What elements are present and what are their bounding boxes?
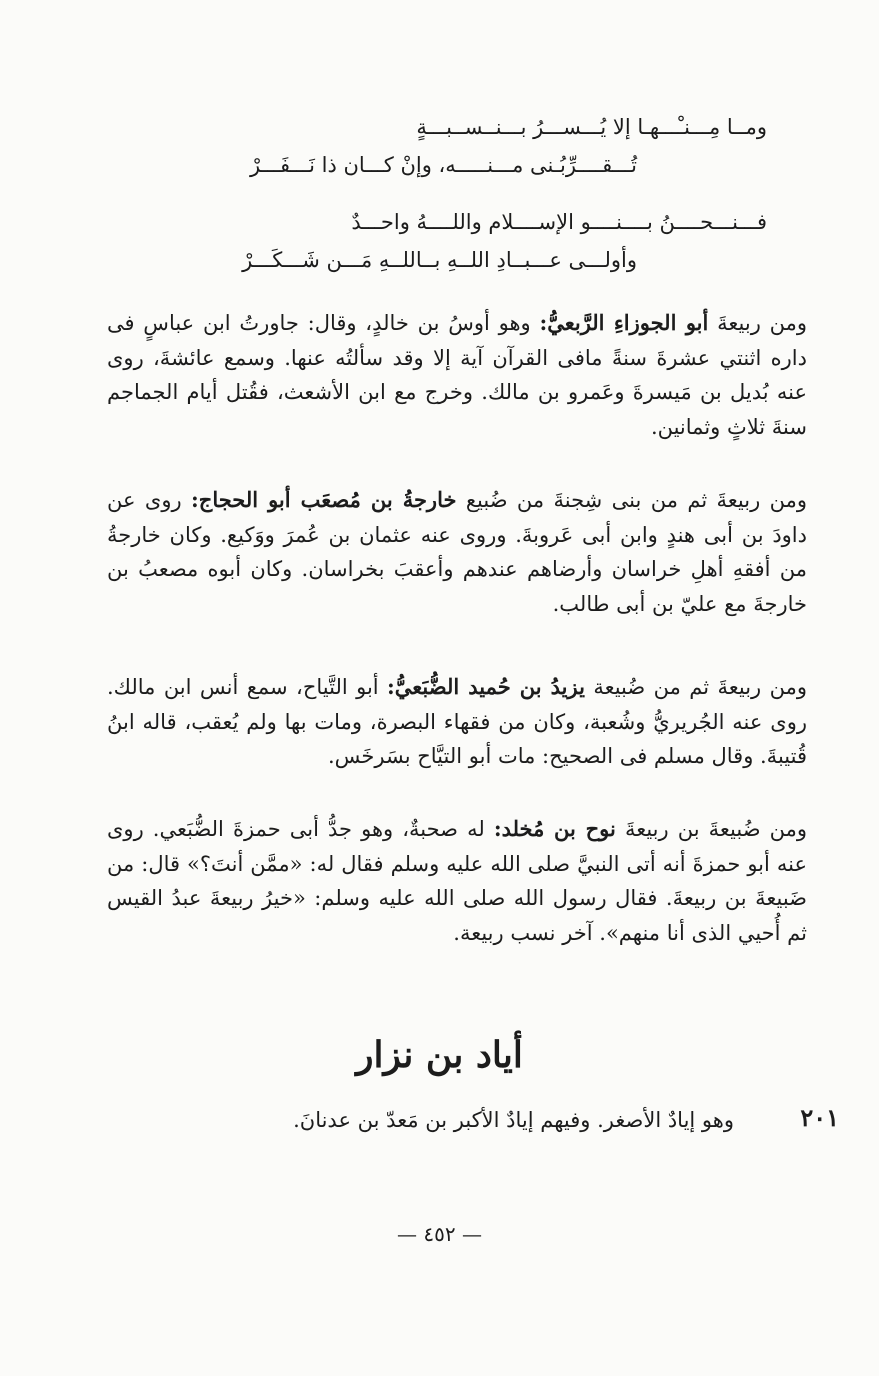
entry-name: خارجةُ بن مُصعَب أبو الحجاج:	[191, 487, 457, 512]
poem-verse-1-line-2: تُـــقــــرِّبُـنى مـــنـــــه، وإنْ كـــان ذا نَـــفَـــرْ	[249, 153, 637, 177]
entry-text: له صحبةٌ، وهو جدُّ أبى حمزةَ الضُّبَعي. روى عنه أبو حمزةَ أنه أتى النبيَّ صلى الله عليه وسلم فقال له: «ممَّن أنتَ؟» قال: من ضَبيعةَ بن ربيعةَ. فقال رسول الله صلى الله عليه وسلم: «خيرُ ربيعةَ عبدُ القيس ثم أُحيي الذى أنا منهم». آخر نسب ربيعة.	[107, 817, 807, 945]
entry-text: روى عن داودَ بن أبى هندٍ وابن أبى عَروبةَ. وروى عنه عثمان بن عُمرَ ووَكيع. وكان خارجةُ من أفقهِ أهلِ خراسان وأرضاهم عندهم وأعقبَ بخراسان. وكان أبوه مصعبُ بن خارجةَ مع عليّ بن أبى طالب.	[107, 488, 807, 616]
entry-intro: ومن ضُبيعةَ بن ربيعةَ	[624, 817, 807, 841]
entry-text-iyad: وهو إيادٌ الأصغر. وفيهم إيادٌ الأكبر بن مَعدّ بن عدنانَ.	[293, 1108, 734, 1132]
entry-text: أبو التَّياح، سمع أنس ابن مالك. روى عنه الجُريريُّ وشُعبة، وكان من فقهاء البصرة، ومات بها ولم يُعقب، قاله ابنُ قُتيبةَ. وقال مسلم فى الصحيح: مات أبو التيَّاح بسَرخَس.	[107, 675, 807, 768]
entry-kharija	[107, 483, 807, 621]
entry-number: ٢٠١	[800, 1103, 839, 1132]
page-number: — ٤٥٢ —	[397, 1222, 482, 1246]
entry-intro: ومن ربيعةَ ثم من ضُبيعة	[593, 675, 807, 699]
poem-verse-2-line-1: فـــنـــحــــنُ بــــنــــو الإســــلام واللــــهُ واحـــدٌ	[351, 210, 767, 234]
entry-name: نوح بن مُخلد:	[493, 816, 616, 841]
entry-intro: ومن ربيعةَ	[717, 311, 807, 335]
entry-name: أبو الجوزاءِ الرَّبعيُّ:	[539, 310, 709, 335]
poem-verse-1-line-1: ومــا مِـــنـْـــهـا إلا يُـــســـرُ بـــنــســبـــةٍ	[416, 115, 767, 139]
entry-intro: ومن ربيعةَ ثم من بنى شِجنةَ من ضُبيع	[465, 488, 808, 512]
poem-verse-2-line-2: وأولـــى عـــبــادِ اللــهِ بــاللــهِ مَـــن شَـــكَـــرْ	[242, 248, 637, 272]
entry-abu-al-jawza	[107, 306, 807, 444]
entry-text: وهو أوسُ بن خالدٍ، وقال: جاورتُ ابن عباسٍ فى داره اثنتي عشرةَ سنةً مافى القرآن آية إلا وقد سألتُه عنها. وسمع عائشةَ، روى عنه بُديل بن مَيسرةَ وعَمرو بن مالك. وخرج مع ابن الأشعث، فقُتل أيام الجماجم سنةَ ثلاثٍ وثمانين.	[107, 311, 807, 439]
entry-nuh	[107, 812, 807, 950]
section-heading: أياد بن نزار	[356, 1034, 523, 1076]
entry-name: يزيدُ بن حُميد الضُّبَعيُّ:	[387, 674, 585, 699]
entry-yazid	[107, 670, 807, 774]
